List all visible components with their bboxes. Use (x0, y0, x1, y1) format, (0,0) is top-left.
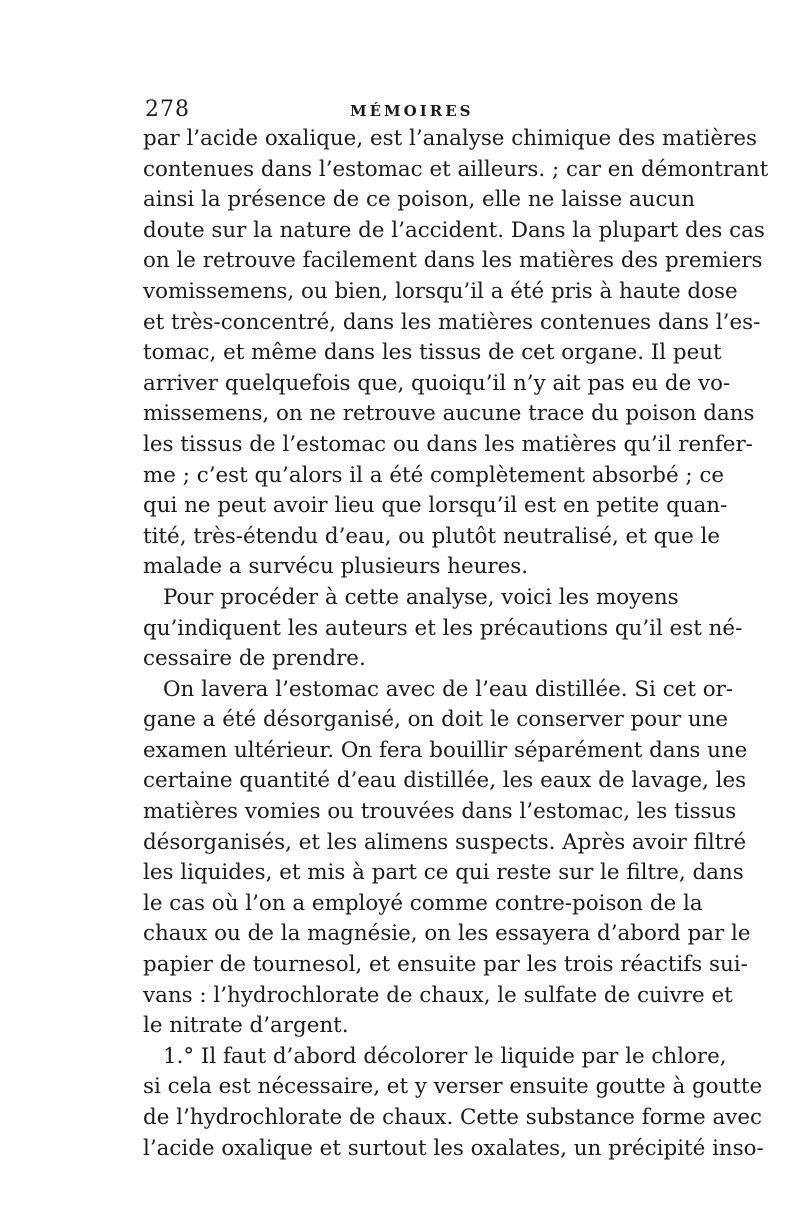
text-line: par l’acide oxalique, est l’analyse chimique des matières (143, 126, 758, 151)
text-line: si cela est nécessaire, et y verser ensuite goutte à goutte (143, 1074, 763, 1100)
text-line: les tissus de l’estomac ou dans les matières qu’il renfer- (143, 431, 753, 457)
body-text (143, 124, 769, 1164)
text-line: vans : l’hydrochlorate de chaux, le sulfate de cuivre et (143, 982, 733, 1008)
text-line: papier de tournesol, et ensuite par les trois réactifs sui- (143, 952, 748, 978)
text-line: désorganisés, et les alimens suspects. Après avoir filtré (143, 829, 747, 855)
text-line: malade a survécu plusieurs heures. (143, 554, 529, 580)
text-line: ainsi la présence de ce poison, elle ne laisse aucun (143, 187, 695, 213)
text-line: qu’indiquent les auteurs et les précautions qu’il est né- (143, 615, 743, 641)
text-line: examen ultérieur. On fera bouillir séparément dans une (143, 737, 748, 763)
text-line: arriver quelquefois que, quoiqu’il n’y ait pas eu de vo- (143, 370, 731, 396)
text-line: me ; c’est qu’alors il a été complètement absorbé ; ce (143, 462, 725, 488)
text-line: certaine quantité d’eau distillée, les eaux de lavage, les (143, 768, 747, 794)
text-line: et très-concentré, dans les matières contenues dans l’es- (143, 309, 761, 335)
text-line: tité, très-étendu d’eau, ou plutôt neutralisé, et que le (143, 523, 721, 549)
text-line: doute sur la nature de l’accident. Dans la plupart des cas (143, 217, 765, 243)
text-line: qui ne peut avoir lieu que lorsqu’il est en petite quan- (143, 493, 728, 519)
text-line: chaux ou de la magnésie, on les essayera d’abord par le (143, 921, 751, 947)
running-head: MÉMOIRES (350, 102, 474, 120)
text-line: On lavera l’estomac avec de l’eau distillée. Si cet or- (163, 676, 734, 702)
text-line: contenues dans l’estomac et ailleurs. ; car en démontrant (143, 156, 769, 182)
text-line: les liquides, et mis à part ce qui reste sur le filtre, dans (143, 860, 744, 886)
page-header (145, 97, 665, 127)
text-line: Pour procéder à cette analyse, voici les moyens (163, 584, 679, 610)
text-line: le cas où l’on a employé comme contre-poison de la (143, 890, 703, 916)
text-line: missemens, on ne retrouve aucune trace du poison dans (143, 401, 755, 427)
page-number: 278 (145, 97, 190, 122)
text-line: matières vomies ou trouvées dans l’estomac, les tissus (143, 799, 737, 825)
text-line: cessaire de prendre. (143, 646, 366, 672)
text-line: l’acide oxalique et surtout les oxalates, un précipité inso- (143, 1135, 764, 1161)
text-line: vomissemens, ou bien, lorsqu’il a été pris à haute dose (143, 278, 738, 304)
text-line: 1.° Il faut d’abord décolorer le liquide par le chlore, (163, 1043, 727, 1069)
text-line: gane a été désorganisé, on doit le conserver pour une (143, 707, 729, 733)
text-line: le nitrate d’argent. (143, 1013, 349, 1039)
text-line: tomac, et même dans les tissus de cet organe. Il peut (143, 340, 722, 366)
text-line: de l’hydrochlorate de chaux. Cette substance forme avec (143, 1105, 762, 1130)
text-line: on le retrouve facilement dans les matières des premiers (143, 248, 763, 274)
